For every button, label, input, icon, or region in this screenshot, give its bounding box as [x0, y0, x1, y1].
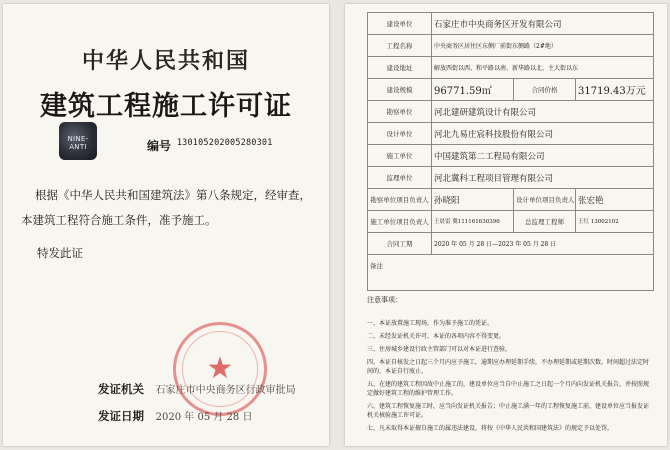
field-label: 监理单位: [368, 167, 432, 189]
notes-section: [367, 296, 651, 437]
table-row: [368, 189, 654, 211]
field-value: 2020 年 05 月 28 日—2023 年 05 月 28 日: [432, 233, 654, 255]
number-label: 编号: [147, 139, 172, 153]
issue-date-row: [98, 408, 252, 424]
field-value: 王晨雷 冀111161630396: [432, 211, 514, 233]
field-label: 施工单位: [368, 145, 432, 167]
field-value: 河北冀科工程项目管理有限公司: [432, 167, 654, 189]
field-value: 石家庄市中央商务区开发有限公司: [432, 13, 654, 35]
table-row: [368, 255, 654, 291]
field-value: 中央商务区居住区东侧厂前街东侧路（2#地）: [432, 35, 654, 57]
field-label: 建设单位: [368, 13, 432, 35]
table-row: [368, 211, 654, 233]
legal-basis-text: 根据《中华人民共和国建筑法》第八条规定，经审查，: [35, 188, 311, 202]
field-value: 河北建研建筑设计有限公司: [432, 101, 654, 123]
table-row: [368, 123, 654, 145]
note-item: 二、未经发证机关许可，本证的各项内容不得变更。: [367, 333, 506, 340]
table-row: [368, 233, 654, 255]
approval-text: 本建筑工程符合施工条件，准予施工。: [21, 213, 217, 227]
date-value: 2020 年 05 月 28 日: [155, 412, 253, 423]
field-value: 王红 13002102: [576, 211, 654, 233]
field-label: 设计单位项目负责人: [514, 189, 576, 211]
qr-code-badge: [59, 122, 97, 160]
table-row: [368, 35, 654, 57]
number-value: 130105202005280301: [176, 138, 273, 148]
field-label: 勘察单位: [368, 101, 432, 123]
table-row: [368, 79, 654, 101]
table-row: [368, 167, 654, 189]
field-label: 设计单位: [368, 123, 432, 145]
field-label: 建设地址: [368, 57, 432, 79]
issuer-label: 发证机关: [98, 382, 144, 396]
field-value: 张宏艳: [576, 189, 654, 211]
table-row: [368, 145, 654, 167]
note-item: 五、在建的建筑工程因故中止施工的，建设单位应当自中止施工之日起一个月内向发证机关报告，并按照规定做好建筑工程的维护管理工作。: [367, 381, 650, 397]
certificate-details-page: [345, 4, 667, 446]
country-name: 中华人民共和国: [81, 48, 250, 74]
field-label: 合同价格: [514, 79, 576, 101]
project-info-table: [367, 12, 654, 291]
notes-title: 注意事项：: [367, 296, 402, 304]
field-label: 勘察单位项目负责人: [368, 189, 432, 211]
field-value: 31719.43万元: [576, 79, 654, 101]
note-item: 四、本证自核发之日起三个月内应予施工，逾期应办理延期手续，不办理延期或延期次数、时间超过法定时间的，本证自行废止。: [367, 359, 650, 375]
table-row: [368, 57, 654, 79]
field-label: 施工单位项目负责人: [368, 211, 432, 233]
field-label: 工程名称: [368, 35, 432, 57]
field-value: 中国建筑第二工程局有限公司: [432, 145, 654, 167]
date-label: 发证日期: [98, 409, 144, 423]
special-issuance-text: 特发此证: [37, 246, 83, 260]
field-label: 合同工期: [368, 233, 432, 255]
qr-code-label: NINE-ANTI: [67, 135, 89, 151]
issuing-authority-row: [98, 381, 296, 397]
certificate-front-page: [3, 4, 329, 446]
official-seal-stamp: [173, 322, 267, 416]
note-item: 六、建筑工程恢复施工时，应当向发证机关报告；中止施工满一年的工程恢复施工前，建设单位应当报发证机关核验施工许可证。: [367, 403, 650, 419]
table-row: [368, 13, 654, 35]
certificate-title: 建筑工程施工许可证: [40, 91, 292, 122]
note-item: 七、凡未取得本证擅自施工的属违法建设，将按《中华人民共和国建筑法》的规定予以处罚。: [367, 425, 614, 432]
remarks-cell: 备注: [368, 255, 654, 291]
note-item: 一、本证放置施工现场，作为准予施工的凭证。: [367, 320, 494, 327]
field-value: 孙晓阳: [432, 189, 514, 211]
seal-star-icon: ★: [206, 351, 234, 386]
field-value: 解放西街以西、和平路以南、新华路以北、主大街以东: [432, 57, 654, 79]
field-value: 96771.59㎡: [432, 79, 514, 101]
field-value: 河北九易庄宸科技股份有限公司: [432, 123, 654, 145]
note-item: 三、住房城乡建设行政主管部门可以对本证进行查验。: [367, 346, 512, 353]
issuer-value: 石家庄市中央商务区行政审批局: [155, 385, 296, 396]
certificate-number: [147, 137, 273, 154]
field-label: 总监理工程师: [514, 211, 576, 233]
table-row: [368, 101, 654, 123]
field-label: 建设规模: [368, 79, 432, 101]
